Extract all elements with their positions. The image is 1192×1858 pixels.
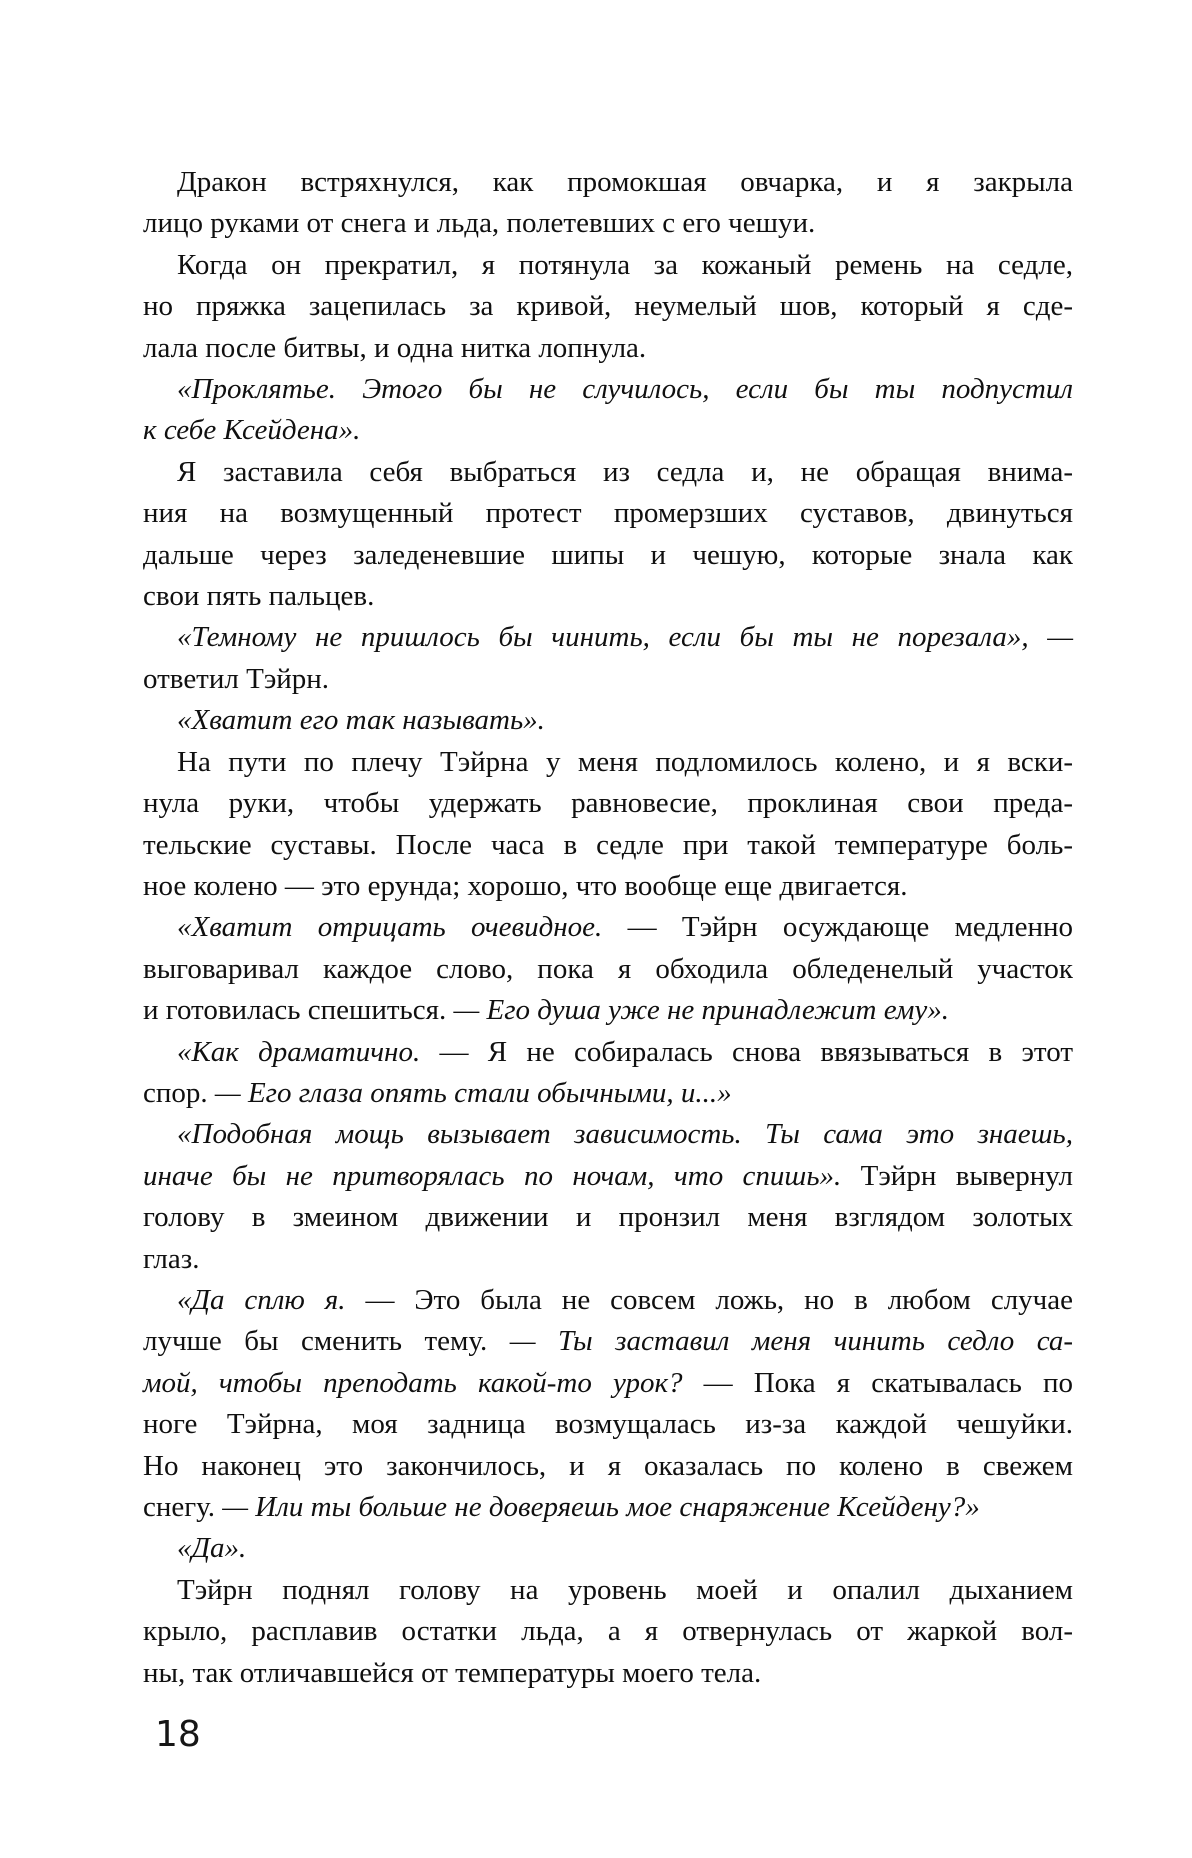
italic-text-run: «Да». xyxy=(177,1532,247,1565)
text-run: тельские суставы. После часа в седле при такой температуре боль- xyxy=(143,828,1073,861)
text-line xyxy=(143,162,1073,203)
text-run: голову в змеином движении и пронзил меня взглядом золотых xyxy=(143,1201,1073,1234)
text-line xyxy=(143,1446,1073,1487)
text-line xyxy=(143,203,1073,244)
text-line xyxy=(143,1114,1073,1155)
text-run: Когда он прекратил, я потянула за кожаный ремень на седле, xyxy=(177,248,1073,281)
text-line xyxy=(143,1156,1073,1197)
text-run: ответил Тэйрн. xyxy=(143,662,330,695)
text-line xyxy=(143,866,1073,907)
text-line xyxy=(143,617,1073,658)
text-run: Тэйрн поднял голову на уровень моей и опалил дыханием xyxy=(177,1573,1073,1606)
text-run: ния на возмущенный протест промерзших суставов, двинуться xyxy=(143,497,1073,530)
text-run: снегу. xyxy=(143,1491,223,1523)
italic-text-run: к себе Ксейдена». xyxy=(143,414,361,447)
text-line xyxy=(143,369,1073,410)
text-line xyxy=(143,783,1073,824)
italic-text-run: «Проклятье. Этого бы не случилось, если бы ты подпустил xyxy=(177,373,1073,406)
italic-text-run: «Темному не пришлось бы чинить, если бы ты не порезала», — xyxy=(177,621,1073,654)
text-run: свои пять пальцев. xyxy=(143,580,375,613)
text-run: нула руки, чтобы удержать равновесие, проклиная свои преда- xyxy=(143,787,1073,820)
text-run: и готовилась спешиться. xyxy=(143,994,454,1027)
italic-text-run: «Хватит отрицать очевидное. xyxy=(177,911,628,944)
text-line xyxy=(143,493,1073,534)
text-line xyxy=(143,1404,1073,1445)
text-line xyxy=(143,1570,1073,1611)
italic-text-run: — Ты заставил меня чинить седло са- xyxy=(509,1325,1073,1358)
text-run: спор. xyxy=(143,1076,215,1109)
text-run: — Это была не совсем ложь, но в любом случае xyxy=(365,1283,1073,1316)
italic-text-run: «Да сплю я. xyxy=(177,1283,366,1316)
text-line xyxy=(143,907,1073,948)
text-line xyxy=(143,452,1073,493)
text-run: Я заставила себя выбраться из седла и, не обращая внима- xyxy=(177,455,1073,488)
italic-text-run: — Или ты больше не доверяешь мое снаряжение Ксейдену?» xyxy=(222,1491,980,1523)
text-line xyxy=(143,328,1073,369)
text-line xyxy=(143,742,1073,783)
text-run: лала после битвы, и одна нитка лопнула. xyxy=(143,331,647,364)
text-run: На пути по плечу Тэйрна у меня подломилось колено, и я вски- xyxy=(177,745,1073,778)
text-run: лицо руками от снега и льда, полетевших с его чешуи. xyxy=(143,207,816,240)
text-line xyxy=(143,1280,1073,1321)
text-line xyxy=(143,1487,1073,1528)
page-number: 18 xyxy=(155,1714,201,1755)
text-line xyxy=(143,1197,1073,1238)
italic-text-run: — Его душа уже не принадлежит ему». xyxy=(453,994,949,1027)
italic-text-run: — Его глаза опять стали обычными, и...» xyxy=(214,1076,732,1109)
italic-text-run: мой, чтобы преподать какой-то урок? xyxy=(143,1366,704,1399)
text-run: глаз. xyxy=(143,1242,200,1275)
text-line xyxy=(143,700,1073,741)
text-run: ное колено — это ерунда; хорошо, что вообще еще двигается. xyxy=(143,869,908,902)
text-run: лучше бы сменить тему. xyxy=(143,1325,510,1358)
text-run: Но наконец это закончилось, и я оказалась по колено в свежем xyxy=(143,1449,1073,1482)
text-run: — Тэйрн осуждающе медленно xyxy=(627,911,1073,944)
text-line xyxy=(143,659,1073,700)
text-line xyxy=(143,949,1073,990)
text-line xyxy=(143,825,1073,866)
text-run: Дракон встряхнулся, как промокшая овчарка, и я закрыла xyxy=(177,166,1073,198)
text-line xyxy=(143,1073,1073,1114)
text-line xyxy=(143,576,1073,617)
text-line xyxy=(143,1032,1073,1073)
text-run: — Я не собиралась снова ввязываться в этот xyxy=(439,1035,1073,1068)
text-line xyxy=(143,1528,1073,1569)
italic-text-run: иначе бы не притворялась по ночам, что спишь». xyxy=(143,1159,861,1192)
text-line xyxy=(143,245,1073,286)
text-line xyxy=(143,990,1073,1031)
italic-text-run: «Как драматично. xyxy=(177,1035,440,1068)
text-line xyxy=(143,535,1073,576)
italic-text-run: «Хватит его так называть». xyxy=(177,704,545,737)
text-line xyxy=(143,1653,1073,1694)
italic-text-run: «Подобная мощь вызывает зависимость. Ты сама это знаешь, xyxy=(177,1118,1073,1151)
text-run: дальше через заледеневшие шипы и чешую, которые знала как xyxy=(143,538,1073,571)
text-line xyxy=(143,286,1073,327)
text-line xyxy=(143,410,1073,451)
text-run: Тэйрн вывернул xyxy=(860,1159,1073,1192)
text-run: ноге Тэйрна, моя задница возмущалась из-за каждой чешуйки. xyxy=(143,1408,1073,1441)
text-run: выговаривал каждое слово, пока я обходила обледенелый участок xyxy=(143,952,1073,985)
text-line xyxy=(143,1611,1073,1652)
text-run: крыло, расплавив остатки льда, а я отвернулась от жаркой вол- xyxy=(143,1615,1073,1648)
text-block xyxy=(143,162,1073,1694)
text-line xyxy=(143,1321,1073,1362)
text-run: ны, так отличавшейся от температуры моего тела. xyxy=(143,1656,762,1689)
text-line xyxy=(143,1363,1073,1404)
text-run: — Пока я скатывалась по xyxy=(703,1366,1073,1399)
text-line xyxy=(143,1239,1073,1280)
text-run: но пряжка зацепилась за кривой, неумелый шов, который я сде- xyxy=(143,290,1073,323)
